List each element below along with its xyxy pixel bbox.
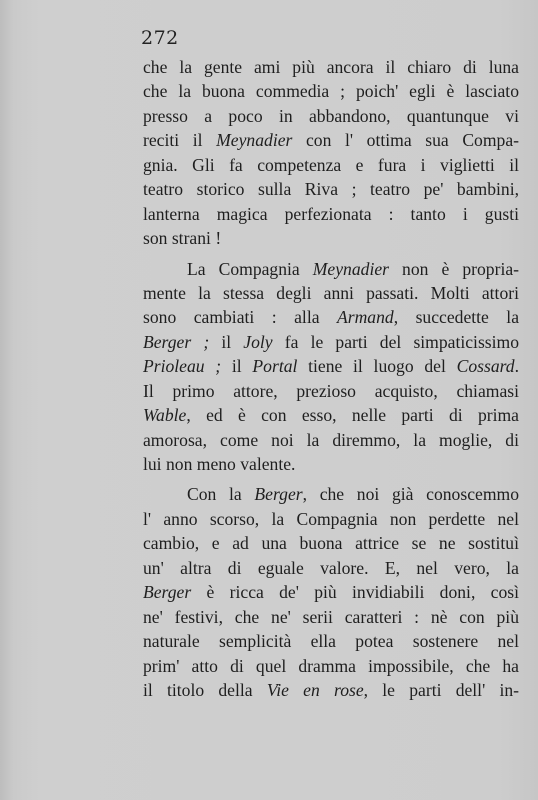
- text-segment: teatro storico sulla Riva ; teatro pe' bambini,: [143, 179, 519, 200]
- text-line: [143, 281, 519, 305]
- text-segment: prim' atto di quel dramma impossibile, che ha: [143, 655, 519, 676]
- text-line: [143, 55, 519, 79]
- text-segment: ne' festivi, che ne' serii caratteri : nè con più: [143, 606, 519, 627]
- italic-text: Berger ;: [143, 331, 210, 352]
- text-line: [143, 531, 519, 555]
- text-line: [143, 177, 519, 201]
- page-number: 272: [141, 27, 179, 49]
- text-line: [143, 104, 519, 128]
- text-segment: tiene il luogo del: [297, 356, 457, 377]
- text-segment: , che noi già conoscemmo: [302, 484, 519, 505]
- text-segment: , le parti dell' in-: [363, 679, 520, 700]
- text-line: [143, 482, 519, 506]
- text-segment: fa le parti del simpaticissimo: [272, 331, 520, 352]
- text-line: [143, 257, 519, 281]
- italic-text: Cossard: [456, 356, 515, 377]
- text-segment: un' altra di eguale valore. E, nel vero, la: [143, 557, 519, 578]
- italic-text: Prioleau ;: [143, 356, 222, 377]
- text-segment: lui non meno valente.: [143, 454, 296, 474]
- text-line: [143, 379, 519, 403]
- text-segment: cambio, e ad una buona attrice se ne sostituì: [143, 533, 519, 554]
- text-segment: reciti il: [143, 130, 217, 151]
- italic-text: Joly: [243, 331, 273, 352]
- text-segment: che la buona commedia ; poich' egli è lasciato: [143, 81, 519, 102]
- text-segment: che la gente ami più ancora il chiaro di luna: [143, 57, 519, 77]
- italic-text: Berger: [143, 582, 192, 603]
- italic-text: Meynadier: [216, 130, 293, 151]
- text-segment: .: [514, 356, 520, 377]
- text-line: [143, 654, 519, 678]
- text-line: [143, 79, 519, 103]
- text-line: [143, 507, 519, 531]
- text-segment: son strani !: [143, 228, 222, 249]
- text-line: [143, 556, 519, 580]
- text-segment: naturale semplicità ella potea sostenere nel: [143, 631, 519, 652]
- text-line: [143, 629, 519, 653]
- italic-text: Meynadier: [312, 258, 389, 279]
- body-text: [143, 55, 519, 702]
- text-segment: non è propria-: [389, 258, 520, 279]
- text-segment: Con la: [187, 484, 255, 505]
- text-line: [143, 354, 519, 378]
- italic-text: Armand: [337, 307, 394, 328]
- text-line: [143, 428, 519, 452]
- text-segment: presso a poco in abbandono, quantunque vi: [143, 105, 519, 126]
- text-segment: gnia. Gli fa competenza e fura i viglietti il: [143, 154, 519, 175]
- text-segment: l' anno scorso, la Compagnia non perdette nel: [143, 508, 519, 529]
- text-line: [143, 678, 519, 702]
- text-segment: lanterna magica perfezionata : tanto i gusti: [143, 203, 519, 224]
- text-line: [143, 305, 519, 329]
- text-segment: mente la stessa degli anni passati. Molti attori: [143, 282, 519, 303]
- text-segment: , succedette la: [393, 307, 520, 328]
- text-line: [143, 580, 519, 604]
- text-line: [143, 153, 519, 177]
- text-segment: è ricca de' più invidiabili doni, così: [191, 582, 519, 603]
- italic-text: Wable: [143, 405, 187, 426]
- text-line: [143, 403, 519, 427]
- text-segment: con l' ottima sua Compa-: [292, 130, 519, 151]
- text-segment: il: [221, 356, 253, 377]
- text-segment: amorosa, come noi la diremmo, la moglie, di: [143, 429, 519, 450]
- text-line: [143, 128, 519, 152]
- text-line: [143, 226, 519, 250]
- italic-text: Berger: [254, 484, 303, 505]
- text-segment: il titolo della: [143, 679, 267, 700]
- text-segment: , ed è con esso, nelle parti di prima: [186, 405, 519, 426]
- text-segment: il: [209, 331, 244, 352]
- italic-text: Portal: [252, 356, 298, 377]
- text-line: [143, 452, 519, 476]
- italic-text: Vie en rose: [266, 679, 364, 700]
- text-segment: Il primo attore, prezioso acquisto, chiamasi: [143, 380, 519, 401]
- text-line: [143, 202, 519, 226]
- text-segment: sono cambiati : alla: [143, 307, 337, 328]
- text-line: [143, 605, 519, 629]
- text-segment: La Compagnia: [187, 258, 313, 279]
- text-line: [143, 330, 519, 354]
